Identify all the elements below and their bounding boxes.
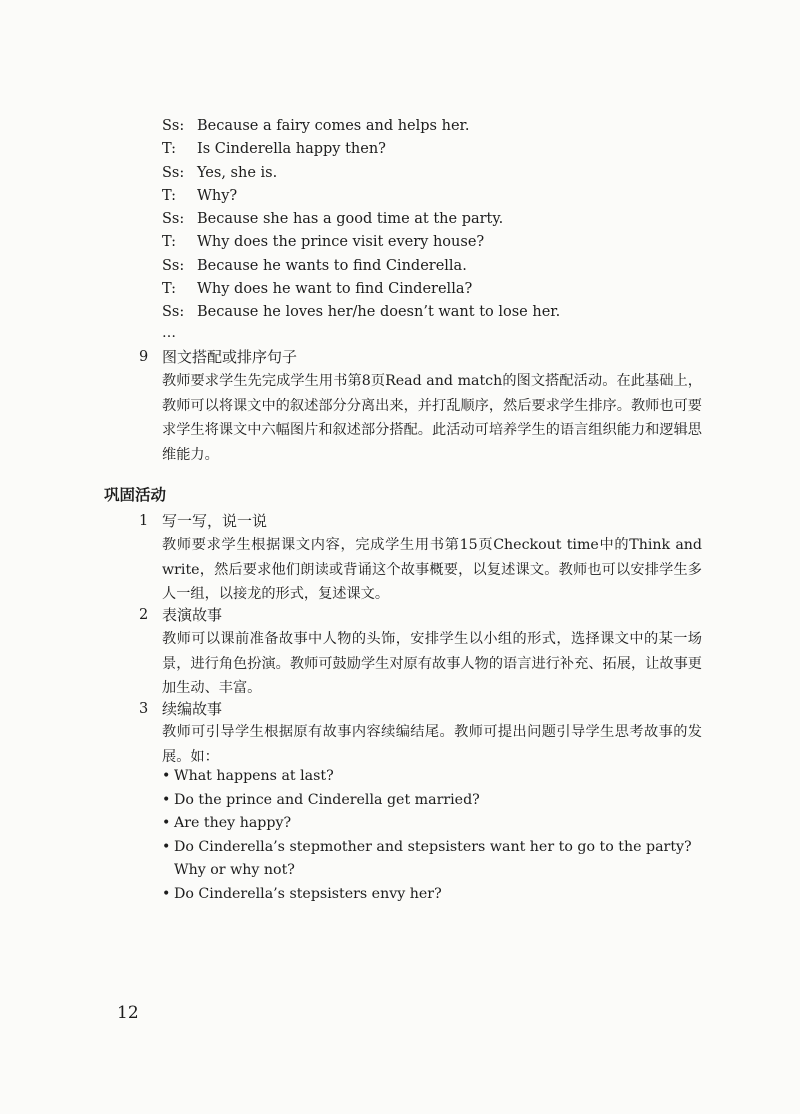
dialogue-text: Why does he want to find Cinderella? (197, 281, 473, 298)
item-paragraph: 教师要求学生根据课文内容，完成学生用书第15页Checkout time中的Think and write，然后要求他们朗读或背诵这个故事概要，以复述课文。教师也可以安排学生多人一组，以接龙的形式，复述课文。 (162, 537, 702, 603)
dialogue-text: Because she has a good time at the party. (197, 211, 504, 228)
list-item (162, 789, 692, 813)
section-title: 巩固活动 (104, 486, 167, 504)
dialogue-text: Why does the prince visit every house? (197, 234, 485, 251)
item-paragraph: 教师可以课前准备故事中人物的头饰，安排学生以小组的形式，选择课文中的某一场景，进行角色扮演。教师可鼓励学生对原有故事人物的语言进行补充、拓展，让故事更加生动、丰富。 (162, 631, 702, 697)
item-heading: 写一写，说一说 (162, 512, 268, 530)
dialogue-line (162, 301, 560, 324)
bullet-icon: • (162, 815, 171, 832)
question-list (162, 765, 692, 907)
list-item-text: What happens at last? (174, 768, 334, 784)
list-item-text: Are they happy? (174, 815, 292, 832)
bullet-icon: • (162, 885, 171, 902)
speaker-label: Ss: (162, 118, 185, 134)
dialogue-line (162, 255, 560, 278)
item-heading: 续编故事 (162, 700, 223, 718)
dialogue-text: Because he wants to find Cinderella. (197, 257, 467, 274)
dialogue-line (162, 231, 560, 254)
speaker-label: T: (162, 234, 177, 251)
page-number: 12 (117, 1003, 139, 1023)
dialogue-line (162, 115, 560, 138)
item-heading: 图文搭配或排序句子 (162, 348, 298, 366)
dialogue-line (162, 185, 560, 208)
dialogue-text: Because a fairy comes and helps her. (197, 118, 470, 134)
list-item (162, 836, 692, 860)
item-number: 9 (139, 349, 149, 365)
speaker-label: Ss: (162, 164, 185, 181)
bullet-icon: • (162, 768, 171, 784)
dialogue-line (162, 138, 560, 161)
list-item-continuation: Why or why not? (174, 862, 295, 879)
speaker-label: Ss: (162, 211, 185, 228)
item-number: 1 (139, 513, 149, 529)
speaker-label: T: (162, 281, 177, 298)
speaker-label: T: (162, 141, 177, 158)
ellipsis: … (162, 324, 176, 341)
dialogue-line (162, 278, 560, 301)
speaker-label: Ss: (162, 304, 185, 321)
dialogue-text: Is Cinderella happy then? (197, 141, 386, 158)
dialogue-text: Because he loves her/he doesn’t want to lose her. (197, 304, 561, 321)
item-heading: 表演故事 (162, 606, 223, 624)
dialogue-text: Yes, she is. (197, 164, 278, 181)
list-item-text: Do Cinderella’s stepmother and stepsisters want her to go to the party? (174, 838, 692, 855)
dialogue-line (162, 162, 560, 185)
item-paragraph: 教师要求学生先完成学生用书第8页Read and match的图文搭配活动。在此基础上，教师可以将课文中的叙述部分分离出来，并打乱顺序，然后要求学生排序。教师也可要求学生将课文中六幅图片和叙述部分搭配。此活动可培养学生的语言组织能力和逻辑思维能力。 (162, 373, 702, 463)
dialogue-block (162, 115, 560, 345)
dialogue-text: Why? (197, 187, 238, 204)
item-paragraph: 教师可引导学生根据原有故事内容续编结尾。教师可提出问题引导学生思考故事的发展。如： (162, 724, 702, 765)
list-item-text: Do Cinderella’s stepsisters envy her? (174, 885, 442, 902)
bullet-icon: • (162, 838, 171, 855)
bullet-icon: • (162, 791, 171, 808)
list-item-text: Do the prince and Cinderella get married? (174, 791, 480, 808)
list-item (162, 883, 692, 907)
speaker-label: T: (162, 187, 177, 204)
dialogue-line (162, 208, 560, 231)
list-item (162, 812, 692, 836)
item-number: 2 (139, 607, 149, 623)
speaker-label: Ss: (162, 257, 185, 274)
item-number: 3 (139, 701, 149, 717)
list-item (162, 765, 692, 789)
